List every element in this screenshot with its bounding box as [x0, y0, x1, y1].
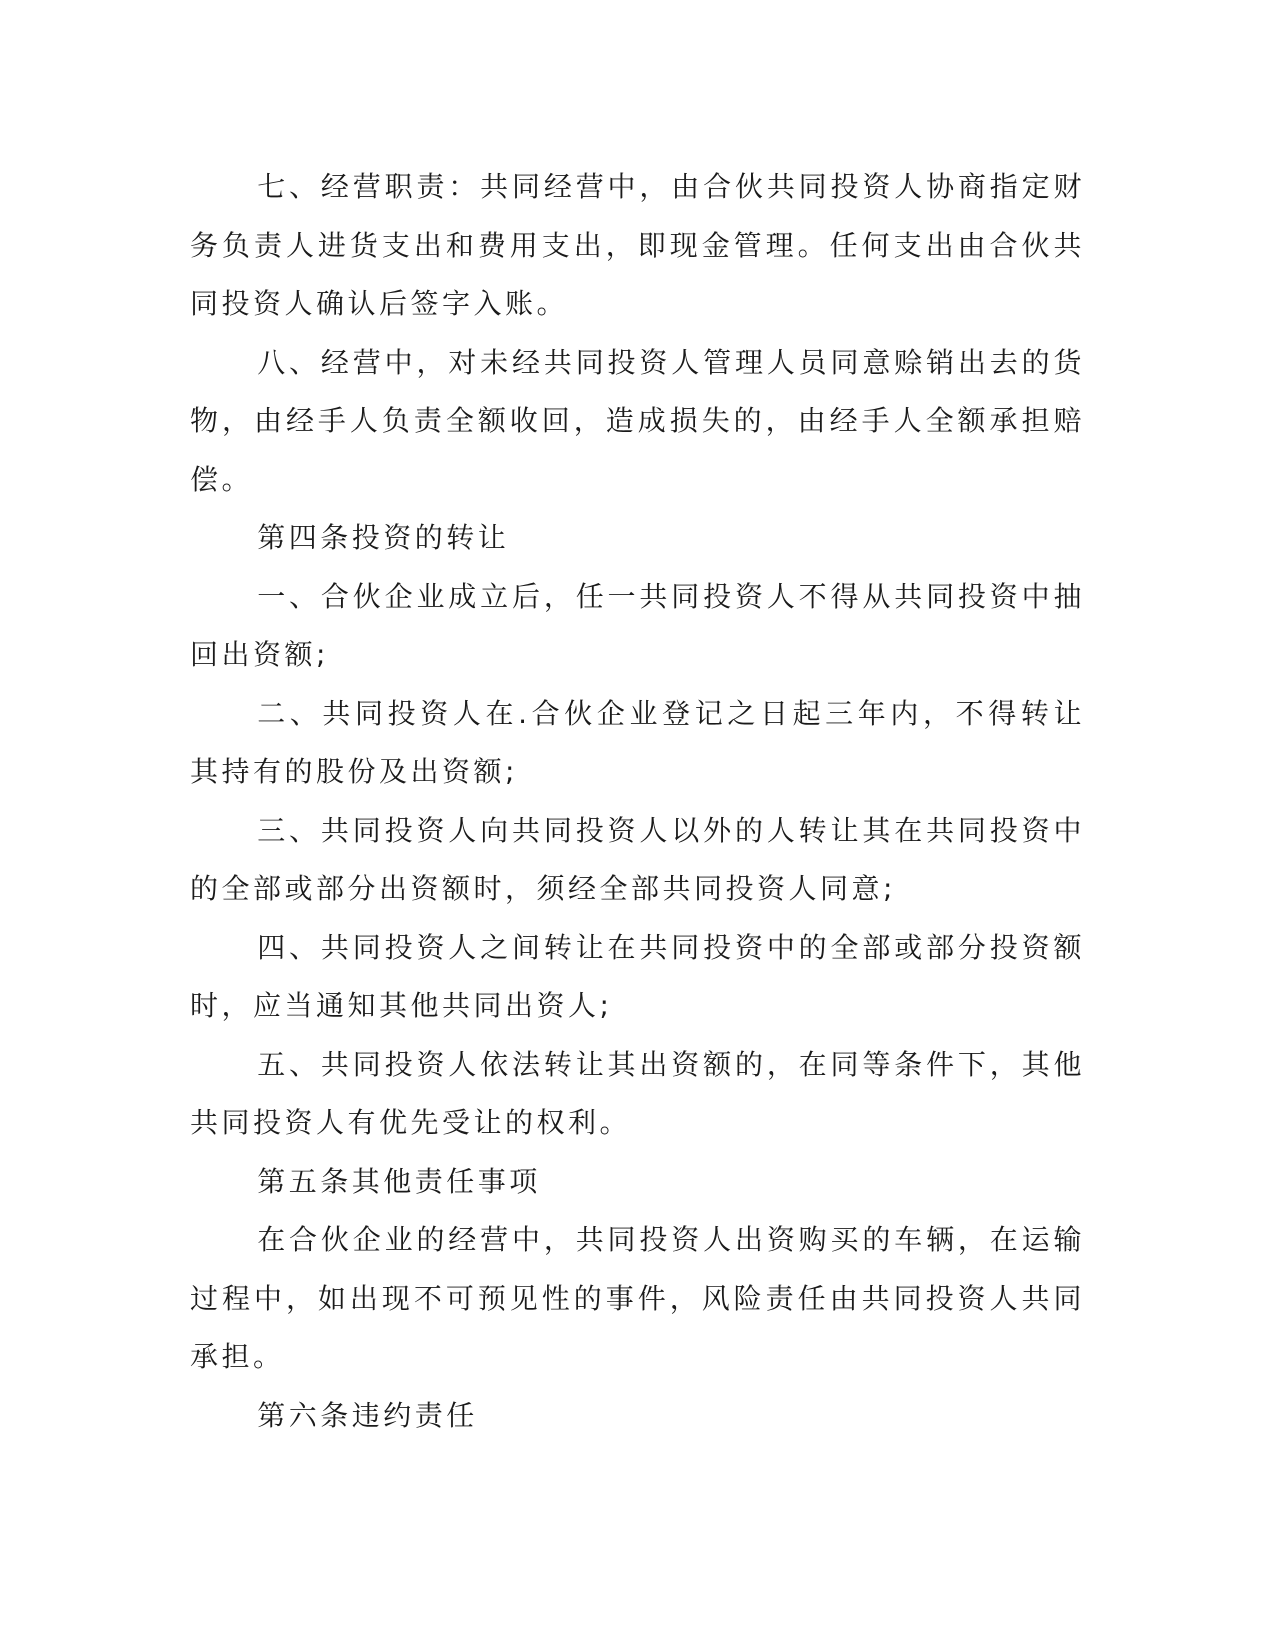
paragraph-internal-transfer: 四、共同投资人之间转让在共同投资中的全部或部分投资额时，应当通知其他共同出资人; — [190, 930, 1085, 1022]
paragraph-preemptive-right: 五、共同投资人依法转让其出资额的，在同等条件下，其他共同投资人有优先受让的权利。 — [190, 1047, 1085, 1139]
paragraph-three-year-lock: 二、共同投资人在.合伙企业登记之日起三年内，不得转让其持有的股份及出资额; — [190, 696, 1085, 788]
paragraph-vehicle-risk: 在合伙企业的经营中，共同投资人出资购买的车辆，在运输过程中，如出现不可预见性的事件，风险责任由共同投资人共同承担。 — [190, 1223, 1085, 1373]
paragraph-business-duties: 七、经营职责：共同经营中，由合伙共同投资人协商指定财务负责人进货支出和费用支出，即现金管理。任何支出由合伙共同投资人确认后签字入账。 — [190, 170, 1085, 320]
paragraph-no-withdrawal: 一、合伙企业成立后，任一共同投资人不得从共同投资中抽回出资额; — [190, 579, 1085, 671]
document-body — [190, 158, 1085, 1445]
heading-article-4: 第四条投资的转让 — [257, 521, 510, 554]
heading-article-5: 第五条其他责任事项 — [257, 1164, 541, 1198]
heading-article-6: 第六条违约责任 — [257, 1398, 478, 1432]
paragraph-credit-sales: 八、经营中，对未经共同投资人管理人员同意赊销出去的货物，由经手人负责全额收回，造成损失的，由经手人全额承担赔偿。 — [190, 345, 1085, 496]
paragraph-external-transfer: 三、共同投资人向共同投资人以外的人转让其在共同投资中的全部或部分出资额时，须经全部共同投资人同意; — [190, 813, 1085, 905]
